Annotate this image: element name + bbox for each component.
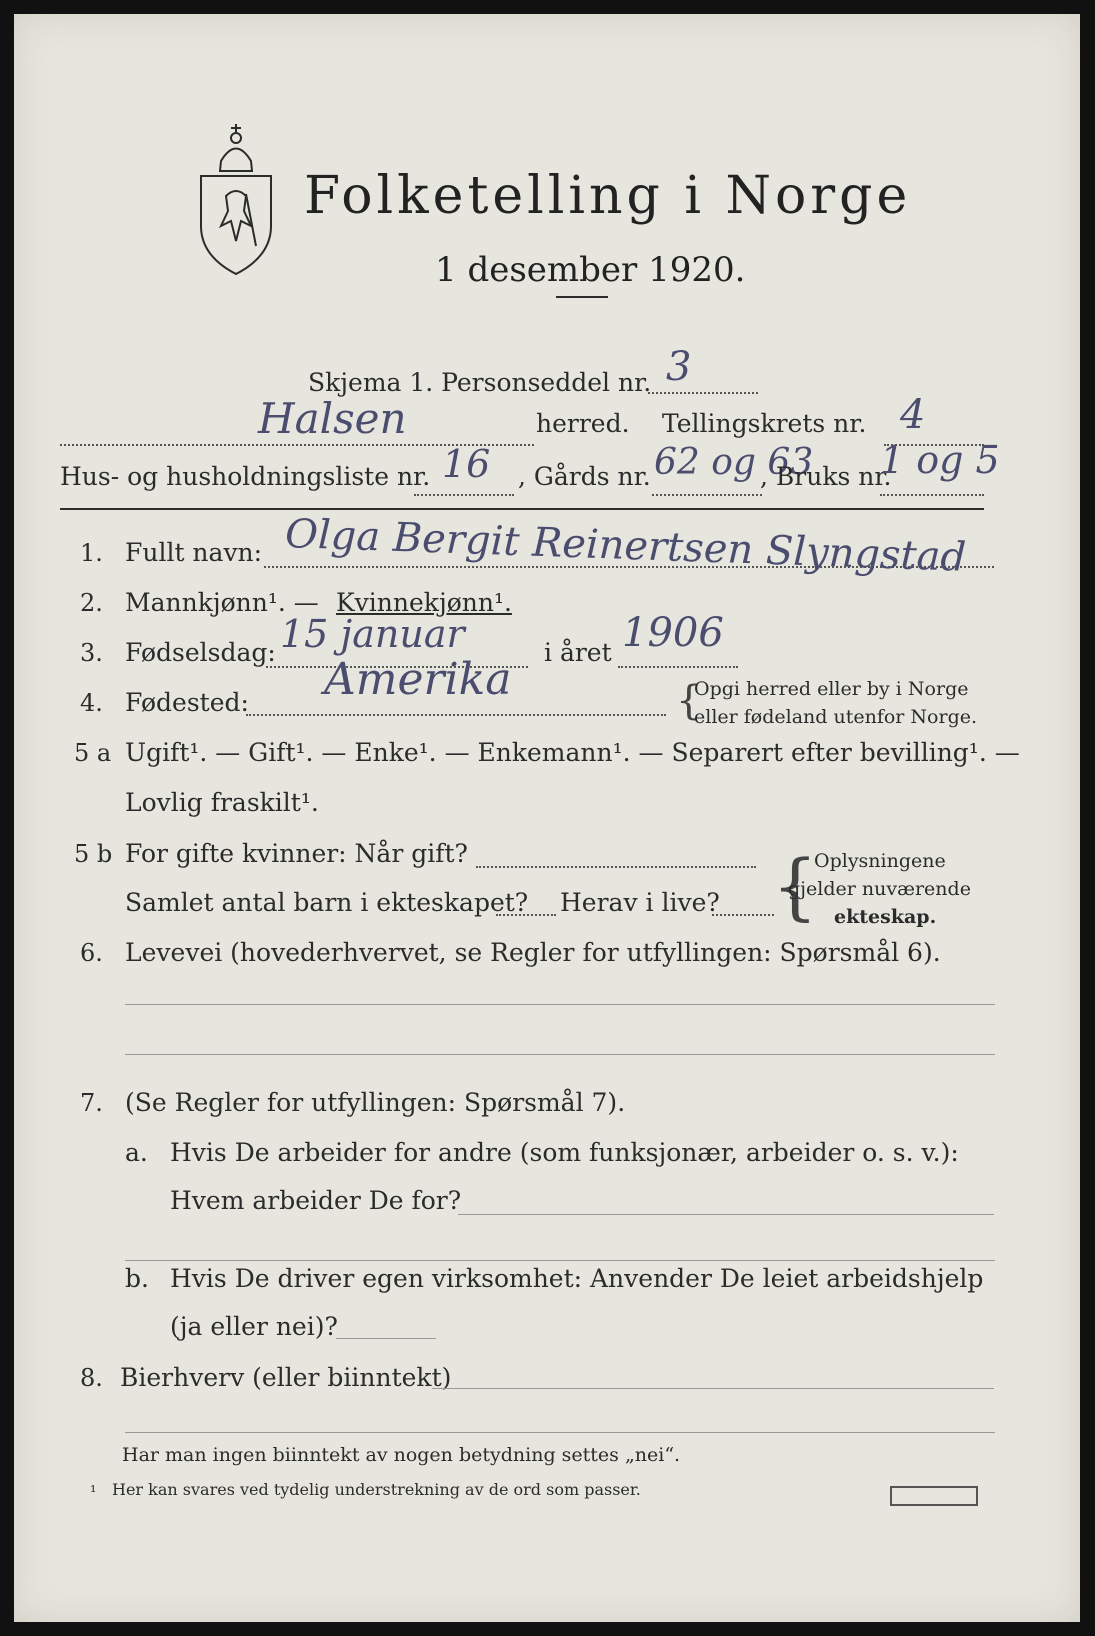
- form-title: Folketelling i Norge: [304, 166, 912, 226]
- q5b-number: 5 b: [74, 840, 113, 868]
- bruks-label: , Bruks nr.: [760, 462, 892, 491]
- q7b-letter: b.: [125, 1264, 149, 1293]
- bruks-value: 1 og 5: [880, 438, 1000, 482]
- q7a-who-label: Hvem arbeider De for?: [170, 1186, 462, 1215]
- q8-number: 8.: [80, 1364, 103, 1392]
- q5a-options-line2: Lovlig fraskilt¹.: [125, 788, 319, 817]
- birthplace-line: [246, 714, 666, 716]
- personseddel-number-value: 3: [666, 344, 692, 390]
- gards-value: 62 og 63: [654, 442, 814, 483]
- herred-label: herred.: [536, 409, 630, 438]
- q7a-who-line: [458, 1214, 994, 1215]
- q6-label: Levevei (hovederhvervet, se Regler for utfyllingen: Spørsmål 6).: [125, 938, 941, 967]
- q4-note-line2: eller fødeland utenfor Norge.: [694, 706, 978, 728]
- birthplace-value: Amerika: [324, 654, 512, 705]
- husholdningsliste-value: 16: [442, 442, 491, 486]
- q8-line1: [432, 1388, 994, 1389]
- q7a-text: Hvis De arbeider for andre (som funksjonær, arbeider o. s. v.):: [170, 1138, 959, 1167]
- year-line: [618, 666, 738, 668]
- q5b-alive-line: [712, 914, 774, 916]
- q5b-note2: gjelder nuværende: [788, 878, 971, 900]
- schema-label: Skjema 1. Personseddel nr.: [308, 368, 652, 397]
- husholdningsliste-line: [414, 494, 514, 496]
- q7-label: (Se Regler for utfyllingen: Spørsmål 7).: [125, 1088, 626, 1117]
- gards-label: , Gårds nr.: [518, 462, 651, 491]
- q4-brace: {: [676, 678, 702, 724]
- q4-label: Fødested:: [125, 688, 249, 717]
- q7a-letter: a.: [125, 1138, 148, 1167]
- q8-note: Har man ingen biinntekt av nogen betydning settes „nei“.: [122, 1444, 681, 1466]
- coat-of-arms-icon: [186, 116, 286, 276]
- title-divider: [556, 296, 608, 298]
- q7-number: 7.: [80, 1089, 103, 1117]
- gards-line: [652, 494, 762, 496]
- bruks-line: [880, 494, 984, 496]
- q4-number: 4.: [80, 689, 103, 717]
- year-label: i året: [544, 638, 612, 667]
- printer-stamp: [890, 1486, 978, 1506]
- q6-number: 6.: [80, 939, 103, 967]
- tellingskrets-value: 4: [900, 392, 926, 438]
- q6-answer-line1: [125, 1004, 995, 1005]
- q5b-children-line: [496, 914, 556, 916]
- q5b-children-label: Samlet antal barn i ekteskapet?: [125, 888, 529, 917]
- footnote-text: Her kan svares ved tydelig understrekning av de ord som passer.: [112, 1480, 641, 1499]
- q4-note-line1: Opgi herred eller by i Norge: [694, 678, 969, 700]
- header-divider: [60, 508, 984, 510]
- husholdningsliste-label: Hus- og husholdningsliste nr.: [60, 462, 431, 491]
- footnote-marker: ¹: [90, 1482, 97, 1501]
- q7b-text: Hvis De driver egen virksomhet: Anvender De leiet arbeidshjelp: [170, 1264, 984, 1293]
- q8-line2: [125, 1432, 995, 1433]
- q2-number: 2.: [80, 589, 103, 617]
- herred-value: Halsen: [258, 394, 407, 443]
- tellingskrets-label: Tellingskrets nr.: [662, 409, 867, 438]
- q3-label: Fødselsdag:: [125, 638, 276, 667]
- census-form-page: [14, 14, 1080, 1622]
- q7b-answer-label: (ja eller nei)?: [170, 1312, 338, 1341]
- q5b-note3: ekteskap.: [834, 906, 937, 928]
- q5a-number: 5 a: [74, 739, 112, 767]
- q5b-married-label: For gifte kvinner: Når gift?: [125, 839, 468, 868]
- q5b-married-line: [476, 866, 756, 868]
- q5b-note1: Oplysningene: [814, 850, 946, 872]
- q5b-brace: {: [772, 844, 818, 928]
- q5b-alive-label: Herav i live?: [560, 888, 720, 917]
- q8-label: Bierhverv (eller biinntekt): [120, 1363, 452, 1392]
- q3-number: 3.: [80, 639, 103, 667]
- q1-number: 1.: [80, 539, 103, 567]
- q2-female-label: Kvinnekjønn¹.: [336, 588, 512, 617]
- birth-year-value: 1906: [622, 610, 724, 656]
- birthday-value: 15 januar: [280, 612, 465, 656]
- q6-answer-line2: [125, 1054, 995, 1055]
- q5a-options: Ugift¹. — Gift¹. — Enke¹. — Enkemann¹. — Separert efter bevilling¹. —: [125, 738, 1020, 767]
- q2-male-label: Mannkjønn¹. —: [125, 588, 319, 617]
- q7a-extra-line: [125, 1260, 995, 1261]
- q7b-answer-line: [336, 1338, 436, 1339]
- form-date: 1 desember 1920.: [435, 250, 746, 290]
- personseddel-line: [648, 392, 758, 394]
- full-name-value: Olga Bergit Reinertsen Slyngstad: [284, 511, 967, 581]
- q1-label: Fullt navn:: [125, 538, 263, 567]
